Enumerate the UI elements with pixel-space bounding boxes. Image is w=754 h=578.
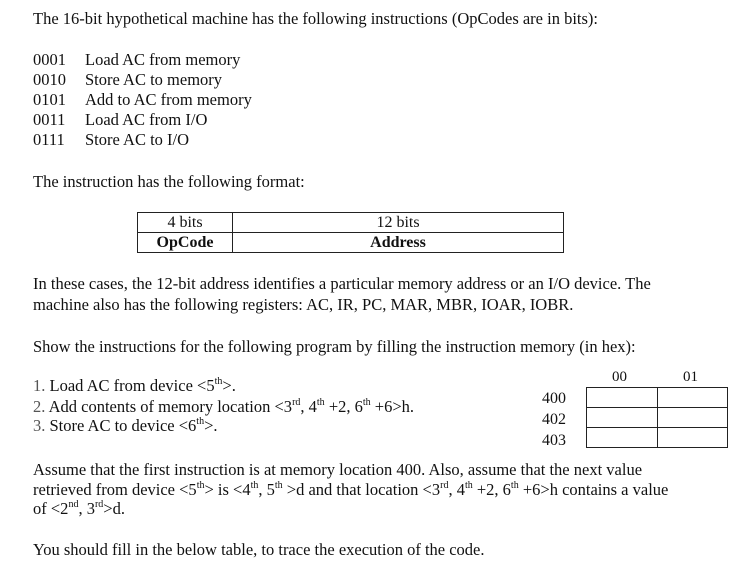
footer-instruction: You should fill in the below table, to trace the execution of the code.: [33, 540, 485, 559]
opcode-desc: Add to AC from memory: [85, 90, 252, 109]
memory-cell-400-00[interactable]: [587, 388, 658, 408]
memory-address-402: 402: [542, 411, 566, 428]
opcode-row: [33, 90, 252, 110]
step-text: Store AC to device <6th>.: [49, 415, 218, 435]
memory-cell-402-00[interactable]: [587, 408, 658, 428]
address-paragraph-line1: In these cases, the 12-bit address identifies a particular memory address or an I/O device. The: [33, 274, 651, 293]
show-instructions: Show the instructions for the following program by filling the instruction memory (in hex):: [33, 337, 636, 356]
opcode-code: 0010: [33, 70, 66, 89]
format-label-address: Address: [233, 233, 564, 253]
opcode-code: 0111: [33, 130, 65, 149]
step-number: 1.: [33, 376, 46, 395]
instruction-format-table: [137, 212, 564, 253]
memory-cell-400-01[interactable]: [657, 388, 728, 408]
opcode-row: [33, 110, 207, 130]
opcode-desc: Load AC from memory: [85, 50, 241, 69]
opcode-code: 0101: [33, 90, 66, 109]
program-step-1: [33, 376, 236, 396]
memory-address-400: 400: [542, 390, 566, 407]
opcode-row: [33, 50, 240, 70]
memory-cell-403-01[interactable]: [657, 428, 728, 448]
format-intro: The instruction has the following format:: [33, 172, 305, 191]
opcode-row: [33, 70, 222, 90]
step-number: 2.: [33, 397, 46, 416]
opcode-desc: Store AC to I/O: [85, 130, 190, 149]
opcode-code: 0001: [33, 50, 66, 69]
assume-line3: of <2nd, 3rd>d.: [33, 498, 125, 518]
memory-col-header-00: 00: [612, 369, 627, 385]
memory-row: [587, 428, 728, 448]
opcode-code: 0011: [33, 110, 66, 129]
step-text: Add contents of memory location <3rd, 4th +2, 6th +6>h.: [48, 396, 415, 416]
opcode-desc: Store AC to memory: [85, 70, 223, 89]
memory-address-403: 403: [542, 432, 566, 449]
assume-line1: Assume that the first instruction is at memory location 400. Also, assume that the next value: [33, 460, 643, 479]
step-number: 3.: [33, 416, 46, 435]
assume-line2: retrieved from device <5th> is <4th, 5th >d and that location <3rd, 4th +2, 6th +6>h contains a value: [33, 479, 669, 499]
program-step-3: [33, 416, 218, 436]
opcode-row: [33, 130, 189, 150]
intro-text: The 16-bit hypothetical machine has the following instructions (OpCodes are in bits):: [33, 9, 599, 28]
memory-col-header-01: 01: [683, 369, 698, 385]
format-bits-address: 12 bits: [233, 213, 564, 233]
memory-cell-403-00[interactable]: [587, 428, 658, 448]
memory-cell-402-01[interactable]: [657, 408, 728, 428]
opcode-desc: Load AC from I/O: [85, 110, 208, 129]
step-text: Load AC from device <5th>.: [49, 375, 236, 395]
format-bits-opcode: 4 bits: [138, 213, 233, 233]
format-label-opcode: OpCode: [138, 233, 233, 253]
program-step-2: [33, 397, 414, 417]
address-paragraph-line2: machine also has the following registers: AC, IR, PC, MAR, MBR, IOAR, IOBR.: [33, 295, 574, 314]
memory-row: [587, 408, 728, 428]
instruction-memory-table: [586, 387, 728, 448]
memory-row: [587, 388, 728, 408]
